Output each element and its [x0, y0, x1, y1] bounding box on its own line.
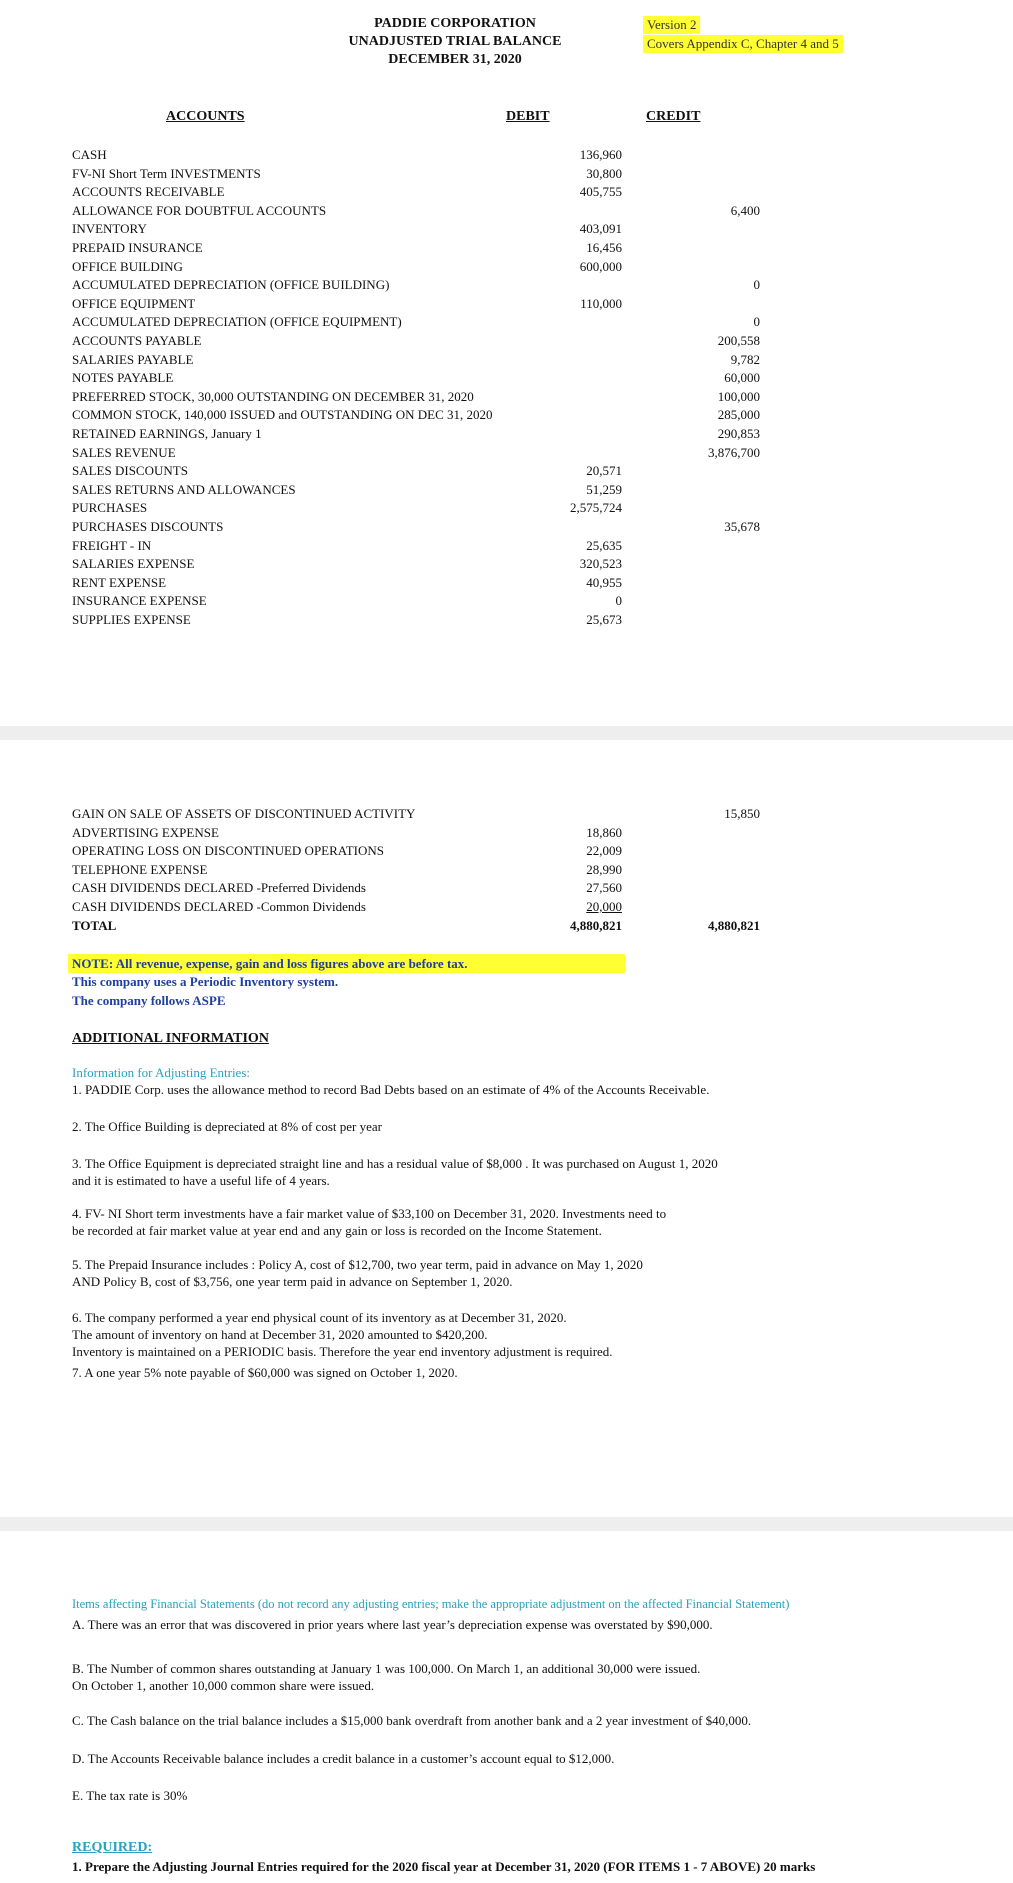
credit-amount: 0 — [753, 277, 760, 293]
table-row — [72, 166, 762, 184]
account-name: CASH DIVIDENDS DECLARED -Preferred Dividends — [72, 880, 366, 896]
note-before-tax: NOTE: All revenue, expense, gain and loss figures above are before tax. — [72, 956, 468, 971]
table-row — [72, 407, 762, 425]
list-item-line: A. There was an error that was discovered in prior years where last year’s depreciation expense was overstated by $90,000. — [72, 1617, 713, 1632]
page-separator-2 — [0, 1517, 1013, 1531]
table-row — [72, 426, 762, 444]
list-item-line: B. The Number of common shares outstanding at January 1 was 100,000. On March 1, an additional 30,000 were issued. — [72, 1661, 701, 1676]
list-item — [72, 1660, 700, 1694]
accounts-column-header: ACCOUNTS — [166, 109, 245, 124]
table-row — [72, 147, 762, 165]
list-item-line: 6. The company performed a year end physical count of its inventory as at December 31, 2020. — [72, 1310, 567, 1325]
table-row — [72, 333, 762, 351]
table-row — [72, 899, 762, 917]
debit-amount: 40,955 — [586, 574, 622, 590]
debit-amount: 136,960 — [579, 147, 622, 162]
table-row — [72, 593, 762, 611]
required-heading: REQUIRED: — [72, 1840, 153, 1855]
account-name: ACCOUNTS PAYABLE — [72, 333, 202, 348]
account-name: SALARIES PAYABLE — [72, 351, 194, 367]
account-name: RENT EXPENSE — [72, 574, 167, 590]
list-item-line: 2. The Office Building is depreciated at 8% of cost per year — [72, 1119, 382, 1134]
credit-amount: 200,558 — [717, 333, 760, 348]
account-name: COMMON STOCK, 140,000 ISSUED and OUTSTANDING ON DEC 31, 2020 — [72, 407, 493, 423]
credit-amount: 290,853 — [717, 426, 760, 441]
account-name: INVENTORY — [72, 221, 147, 237]
account-name: ACCUMULATED DEPRECIATION (OFFICE BUILDING) — [72, 277, 390, 293]
account-name: SALES RETURNS AND ALLOWANCES — [72, 481, 296, 497]
table-row — [72, 203, 762, 221]
list-item-line: and it is estimated to have a useful life of 4 years. — [72, 1173, 330, 1188]
debit-amount: 18,860 — [586, 824, 622, 840]
table-row — [72, 221, 762, 239]
company-name: PADDIE CORPORATION — [374, 16, 536, 31]
table-row — [72, 612, 762, 630]
account-name: NOTES PAYABLE — [72, 370, 174, 386]
debit-amount: 20,000 — [586, 899, 622, 914]
list-item-line: On October 1, another 10,000 common share were issued. — [72, 1678, 375, 1693]
page-2 — [0, 740, 1013, 1517]
list-item-line: 5. The Prepaid Insurance includes : Policy A, cost of $12,700, two year term, paid in advance on May 1, 2020 — [72, 1257, 643, 1272]
account-name: CASH — [72, 147, 107, 162]
table-row — [72, 445, 762, 463]
credit-amount: 15,850 — [724, 806, 760, 821]
credit-amount: 60,000 — [724, 370, 760, 386]
account-name: PREFERRED STOCK, 30,000 OUTSTANDING ON DECEMBER 31, 2020 — [72, 388, 474, 404]
additional-info-heading: ADDITIONAL INFORMATION — [72, 1031, 269, 1046]
page-3 — [0, 1531, 1013, 1883]
table-row — [72, 370, 762, 388]
table-row — [72, 500, 762, 518]
total-label: TOTAL — [72, 918, 117, 933]
fs-items-intro: Items affecting Financial Statements (do not record any adjusting entries; make the appropriate adjustment on the affected Financial Statement) — [72, 1597, 790, 1611]
credit-amount: 285,000 — [717, 407, 760, 423]
table-row — [72, 482, 762, 500]
table-row — [72, 575, 762, 593]
note-aspe: The company follows ASPE — [72, 993, 226, 1008]
account-name: RETAINED EARNINGS, January 1 — [72, 426, 262, 441]
list-item — [72, 1309, 613, 1360]
account-name: INSURANCE EXPENSE — [72, 593, 207, 609]
list-item — [72, 1256, 643, 1290]
account-name: ACCUMULATED DEPRECIATION (OFFICE EQUIPMENT) — [72, 314, 402, 330]
account-name: TELEPHONE EXPENSE — [72, 861, 208, 877]
credit-amount: 3,876,700 — [708, 444, 760, 460]
table-row — [72, 862, 762, 880]
list-item-line: 3. The Office Equipment is depreciated straight line and has a residual value of $8,000 . It was purchased on August 1, 2020 — [72, 1156, 718, 1171]
covers-label: Covers Appendix C, Chapter 4 and 5 — [643, 35, 843, 53]
total-debit: 4,880,821 — [570, 918, 622, 933]
account-name: SUPPLIES EXPENSE — [72, 612, 191, 627]
account-name: PURCHASES DISCOUNTS — [72, 519, 224, 534]
list-item — [72, 1155, 718, 1189]
debit-amount: 600,000 — [579, 258, 622, 274]
account-name: CASH DIVIDENDS DECLARED -Common Dividends — [72, 899, 366, 914]
debit-amount: 30,800 — [586, 165, 622, 181]
account-name: PURCHASES — [72, 500, 148, 516]
debit-amount: 22,009 — [586, 843, 622, 859]
debit-amount: 25,635 — [586, 537, 622, 553]
list-item — [72, 1712, 751, 1729]
page-separator — [0, 726, 1013, 740]
table-row — [72, 806, 762, 824]
list-item-line: be recorded at fair market value at year end and any gain or loss is recorded on the Income Statement. — [72, 1223, 602, 1238]
table-row — [72, 556, 762, 574]
debit-amount: 51,259 — [586, 481, 622, 497]
table-row — [72, 825, 762, 843]
credit-column-header: CREDIT — [646, 109, 701, 124]
account-name: ALLOWANCE FOR DOUBTFUL ACCOUNTS — [72, 202, 327, 218]
list-item-line: 1. PADDIE Corp. uses the allowance method to record Bad Debts based on an estimate of 4% of the Accounts Receivable. — [72, 1082, 710, 1097]
debit-amount: 405,755 — [579, 184, 622, 200]
debit-amount: 0 — [615, 593, 622, 609]
account-name: FV-NI Short Term INVESTMENTS — [72, 165, 261, 181]
account-name: SALARIES EXPENSE — [72, 556, 195, 572]
list-item — [72, 1205, 666, 1239]
debit-amount: 2,575,724 — [570, 500, 622, 516]
account-name: GAIN ON SALE OF ASSETS OF DISCONTINUED ACTIVITY — [72, 806, 416, 821]
account-name: SALES REVENUE — [72, 444, 176, 460]
table-row — [72, 259, 762, 277]
debit-amount: 28,990 — [586, 861, 622, 877]
debit-amount: 403,091 — [579, 221, 622, 237]
table-row — [72, 314, 762, 332]
total-row — [72, 918, 762, 936]
statement-title: UNADJUSTED TRIAL BALANCE — [348, 34, 562, 49]
list-item — [72, 1364, 458, 1381]
list-item-line: AND Policy B, cost of $3,756, one year term paid in advance on September 1, 2020. — [72, 1274, 513, 1289]
table-row — [72, 184, 762, 202]
table-row — [72, 296, 762, 314]
account-name: OFFICE BUILDING — [72, 258, 183, 274]
account-name: OPERATING LOSS ON DISCONTINUED OPERATIONS — [72, 843, 385, 859]
list-item-line: 7. A one year 5% note payable of $60,000 was signed on October 1, 2020. — [72, 1365, 458, 1380]
debit-amount: 16,456 — [586, 240, 622, 255]
total-credit: 4,880,821 — [708, 918, 760, 933]
list-item — [72, 1118, 382, 1135]
table-row — [72, 519, 762, 537]
account-name: FREIGHT - IN — [72, 537, 152, 553]
required-item-1: 1. Prepare the Adjusting Journal Entries required for the 2020 fiscal year at December 31, 2020 (FOR ITEMS 1 - 7 ABOVE) 20 marks — [72, 1859, 816, 1874]
debit-amount: 110,000 — [580, 295, 622, 311]
table-row — [72, 389, 762, 407]
credit-amount: 6,400 — [730, 202, 760, 218]
adjusting-entries-intro: Information for Adjusting Entries: — [72, 1065, 251, 1080]
version-label: Version 2 — [643, 16, 700, 34]
account-name: PREPAID INSURANCE — [72, 240, 203, 255]
list-item-line: E. The tax rate is 30% — [72, 1788, 188, 1803]
table-row — [72, 240, 762, 258]
note-inventory-system: This company uses a Periodic Inventory system. — [72, 974, 339, 989]
account-name: ADVERTISING EXPENSE — [72, 824, 219, 840]
debit-amount: 20,571 — [586, 463, 622, 479]
table-row — [72, 880, 762, 898]
page-1 — [0, 0, 1013, 726]
list-item-line: D. The Accounts Receivable balance includes a credit balance in a customer’s account equal to $12,000. — [72, 1751, 615, 1766]
list-item — [72, 1787, 187, 1804]
credit-amount: 35,678 — [724, 519, 760, 534]
list-item — [72, 1081, 709, 1098]
table-row — [72, 352, 762, 370]
account-name: ACCOUNTS RECEIVABLE — [72, 184, 225, 200]
list-item-line: The amount of inventory on hand at December 31, 2020 amounted to $420,200. — [72, 1327, 488, 1342]
list-item — [72, 1616, 713, 1633]
account-name: SALES DISCOUNTS — [72, 463, 188, 479]
table-row — [72, 538, 762, 556]
debit-amount: 27,560 — [586, 880, 622, 896]
list-item-line: 4. FV- NI Short term investments have a fair market value of $33,100 on December 31, 2020. Investments need to — [72, 1206, 667, 1221]
debit-amount: 320,523 — [579, 556, 622, 572]
credit-amount: 9,782 — [730, 351, 760, 367]
list-item-line: C. The Cash balance on the trial balance includes a $15,000 bank overdraft from another bank and a 2 year investment of $40,000. — [72, 1713, 752, 1728]
credit-amount: 100,000 — [717, 388, 760, 404]
credit-amount: 0 — [753, 314, 760, 330]
table-row — [72, 277, 762, 295]
account-name: OFFICE EQUIPMENT — [72, 295, 196, 311]
debit-amount: 25,673 — [586, 612, 622, 627]
statement-date: DECEMBER 31, 2020 — [388, 52, 522, 67]
debit-column-header: DEBIT — [506, 109, 550, 124]
table-row — [72, 843, 762, 861]
table-row — [72, 463, 762, 481]
list-item — [72, 1750, 614, 1767]
list-item-line: Inventory is maintained on a PERIODIC basis. Therefore the year end inventory adjustment is required. — [72, 1344, 613, 1359]
